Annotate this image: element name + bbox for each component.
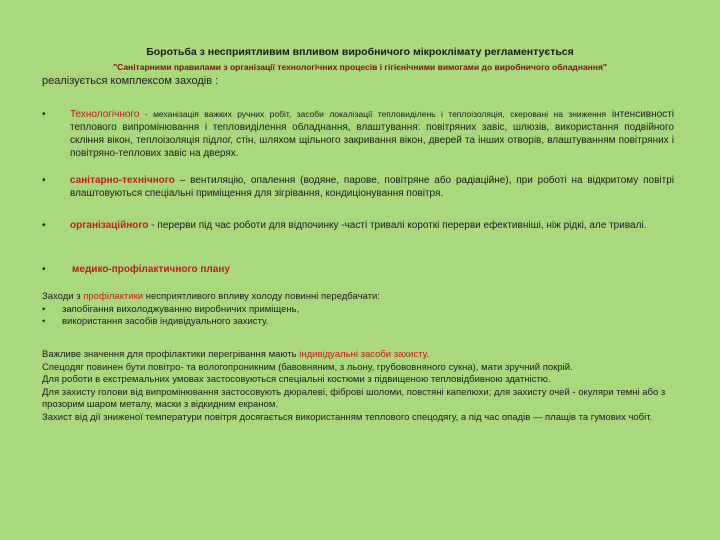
list-item: • запобігання вихолоджуванню виробничих приміщень, <box>42 303 300 315</box>
cold-protection-block <box>42 291 678 329</box>
list-item: • використання засобів індивідуального захисту. <box>42 316 269 327</box>
bullet-dot: • <box>42 220 46 231</box>
bullet-medical <box>42 263 674 276</box>
ppe-heading: Важливе значення для профілактики перегрівання мають індивідуальні засоби захисту. <box>42 349 430 360</box>
page-title: Боротьба з несприятливим впливом виробничого мікроклімату регламентується <box>146 46 574 58</box>
bullet-text: інтенсивності теплового випромінювання і тепловиділення обладнання, влаштування: повітряних завіс, шлюзів, використання подвійного скління вікон, теплоізоляція підлог, стін, шляхом щільного закривання вікон, дверей та інших отворів, влаштуванням повітряних і повітряно-теплових завіс на дверях. <box>70 109 674 159</box>
ppe-line: Спецодяг повинен бути повітро- та вологопроникним (бавовняним, з льону, грубововняного сукна), мати зручний покрій. <box>42 361 573 373</box>
bullet-dot: • <box>42 264 46 275</box>
cold-heading: Заходи з профілактики несприятливого впливу холоду повинні передбачати: <box>42 291 380 302</box>
bullet-term: організаційного <box>70 220 149 231</box>
bullet-text: – вентиляцію, опалення (водяне, парове, повітряне або радіаційне), при роботі на відкритому повітрі влаштовуються спеціальні приміщення для зігрівання, кондиціонування повітря. <box>70 175 674 199</box>
bullet-organizational <box>42 219 674 232</box>
bullet-term: медико-профілактичного плану <box>72 264 230 275</box>
page-subtitle: "Санітарними правилами з організації технологічних процесів і гігієнічними вимогами до виробничого обладнання" <box>113 62 607 72</box>
ppe-highlight: індивідуальні засоби захисту. <box>299 349 430 360</box>
bullet-text: - перерви під час роботи для відпочинку -часті тривалі короткі перерви ефективніші, ніж рідкі, але тривалі. <box>148 220 647 231</box>
ppe-line: Для захисту голови від випромінювання застосовують дюралеві, фіброві шоломи, повстяні капелюхи; для захисту очей - окуляри темні або з прозорим шаром металу, маски з відкидним екраном. <box>42 386 666 410</box>
ppe-line: Захист від дії зниженої температури повітря досягається використанням теплового спецодягу, а під час опадів — плащів та гумових чобіт. <box>42 411 653 423</box>
ppe-line: Для роботи в екстремальних умовах застосовуються спеціальні костюми з підвищеною тепловідбивною здатністю. <box>42 374 551 385</box>
bullet-dot: • <box>42 109 46 120</box>
cold-highlight: профілактики <box>83 291 144 302</box>
intro-text: реалізується комплексом заходів : <box>42 75 219 87</box>
bullet-term: Технологічного <box>70 109 140 120</box>
bullet-text-small: - механізація важких ручних робіт, засоби локалізації тепловиділень і теплоізоляція, скеровані на зниження <box>139 109 607 119</box>
bullet-dot: • <box>42 175 46 186</box>
bullet-term: санітарно-технічного <box>70 175 175 186</box>
bullet-sanitary <box>42 174 674 200</box>
bullet-technological <box>42 108 674 160</box>
ppe-block <box>42 349 678 424</box>
